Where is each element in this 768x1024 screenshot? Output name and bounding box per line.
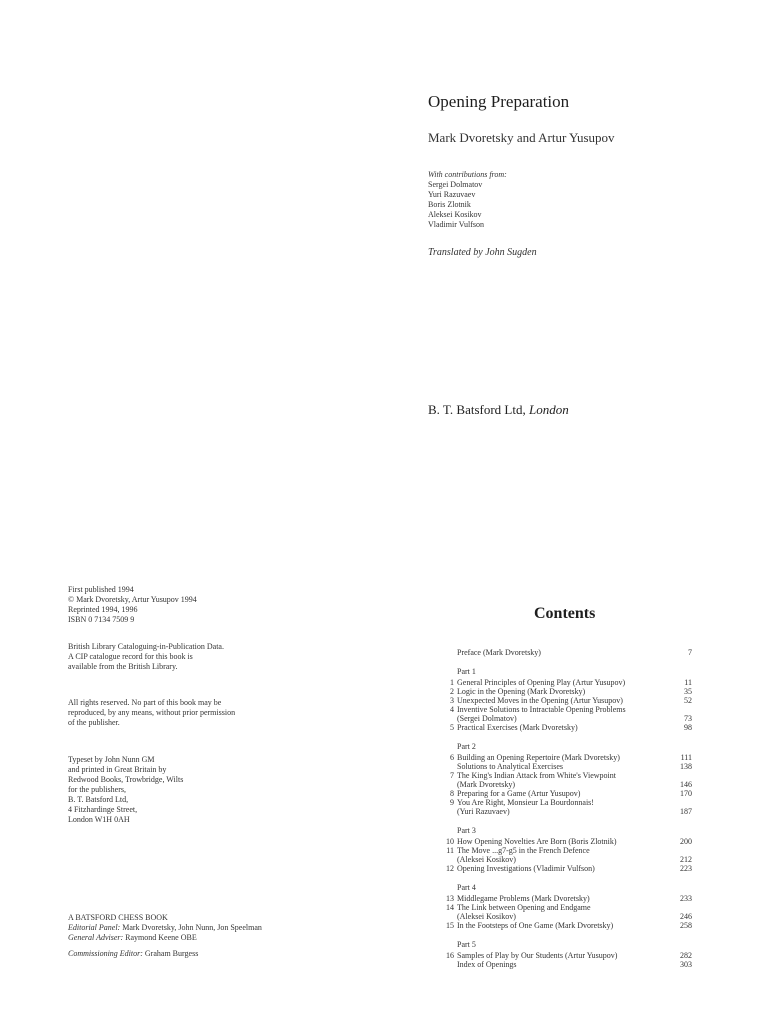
editorial-label: Editorial Panel: [68,923,121,932]
toc-chapter-number: 7 [450,771,454,780]
toc-chapter-number: 13 [446,894,454,903]
toc-page-number: 7 [688,648,692,657]
contributor: Vladimir Vulfson [428,220,485,229]
imprint-line: British Library Cataloguing-in-Publication Data. [68,642,224,651]
commissioning-value: Graham Burgess [144,949,199,958]
imprint-line: 4 Fitzhardinge Street, [68,805,138,814]
toc-entry [440,723,692,732]
toc-entry [440,921,692,930]
toc-part-label: Part 5 [457,940,476,949]
commissioning-label: Commissioning Editor: [68,949,143,958]
toc-page-number: 52 [684,696,692,705]
general-adviser [68,933,262,943]
toc-page-number: 138 [680,762,692,771]
toc-part-label: Part 2 [457,742,476,751]
toc-entry-title: The King's Indian Attack from White's Viewpoint [457,771,616,780]
series-block [68,913,262,959]
toc-chapter-number: 12 [446,864,454,873]
toc-parts [440,667,692,969]
toc-entry [440,798,692,807]
publisher-name: B. T. Batsford Ltd, [428,402,526,417]
toc-chapter-number: 5 [450,723,454,732]
toc-page-number [668,771,692,780]
toc-chapter-number [440,714,457,723]
toc-chapter-number: 1 [450,678,454,687]
toc-entry-title: (Mark Dvoretsky) [457,780,515,789]
toc-entry-title: Inventive Solutions to Intractable Opening Problems [457,705,626,714]
imprint-cip-block [68,642,224,672]
toc-entry-title: Unexpected Moves in the Opening (Artur Yusupov) [457,696,623,705]
toc-entry [440,771,692,780]
toc-page-number: 212 [680,855,692,864]
toc-chapter-number [440,807,457,816]
imprint-line: B. T. Batsford Ltd, [68,795,129,804]
imprint-line: and printed in Great Britain by [68,765,167,774]
contributor: Boris Zlotnik [428,200,471,209]
contributor: Sergei Dolmatov [428,180,483,189]
imprint-publication-block [68,585,197,625]
toc-chapter-number: 4 [450,705,454,714]
contents-heading: Contents [534,605,596,622]
toc-entry [440,837,692,846]
toc-chapter-number [440,960,457,969]
toc-page-number: 187 [680,807,692,816]
toc-page-number: 98 [684,723,692,732]
toc-page-number: 11 [684,678,692,687]
imprint-line: A CIP catalogue record for this book is [68,652,193,661]
toc-entry-title: (Sergei Dolmatov) [457,714,517,723]
toc-entry [440,714,692,723]
toc-entry [440,705,692,714]
toc-page-number [668,705,692,714]
toc-page-number: 170 [680,789,692,798]
publisher-city: London [529,402,569,417]
adviser-label: General Adviser: [68,933,124,942]
commissioning-editor [68,949,262,959]
toc-entry-title: Middlegame Problems (Mark Dvoretsky) [457,894,590,903]
publisher-line [428,402,569,418]
editorial-value: Mark Dvoretsky, John Nunn, Jon Speelman [122,923,262,932]
toc-preface [440,648,692,657]
toc-page-number: 246 [680,912,692,921]
toc-entry-title: Preface (Mark Dvoretsky) [457,648,541,657]
toc-entry [440,951,692,960]
toc-entry-title: In the Footsteps of One Game (Mark Dvoretsky) [457,921,614,930]
imprint-line: All rights reserved. No part of this book may be [68,698,222,707]
toc-entry [440,912,692,921]
toc-page-number [668,903,692,912]
toc-entry-title: (Yuri Razuvaev) [457,807,510,816]
imprint-line: London W1H 0AH [68,815,130,824]
toc-chapter-number: 16 [446,951,454,960]
toc-entry [440,753,692,762]
toc-page-number [668,846,692,855]
toc-entry [440,762,692,771]
toc-chapter-number: 10 [446,837,454,846]
contributor: Yuri Razuvaev [428,190,476,199]
imprint-line: Redwood Books, Trowbridge, Wilts [68,775,184,784]
toc-page-number [668,798,692,807]
imprint-line: ISBN 0 7134 7509 9 [68,615,135,624]
imprint-line: First published 1994 [68,585,134,594]
toc-entry-title: Solutions to Analytical Exercises [457,762,563,771]
toc-chapter-number [440,912,457,921]
book-authors: Mark Dvoretsky and Artur Yusupov [428,130,615,145]
toc-entry [440,678,692,687]
toc-chapter-number [440,780,457,789]
toc-entry-title: General Principles of Opening Play (Artur Yusupov) [457,678,626,687]
imprint-line: Typeset by John Nunn GM [68,755,155,764]
translator-credit: Translated by John Sugden [428,247,537,258]
contributors-block [428,170,507,230]
toc-entry [440,789,692,798]
imprint-line: available from the British Library. [68,662,178,671]
toc-entry-title: Opening Investigations (Vladimir Vulfson) [457,864,595,873]
toc-chapter-number: 9 [450,798,454,807]
toc-entry [440,687,692,696]
toc-entry [440,846,692,855]
toc-entry [440,855,692,864]
contributions-heading: With contributions from: [428,170,507,179]
toc-entry-title: You Are Right, Monsieur La Bourdonnais! [457,798,594,807]
series-name: A BATSFORD CHESS BOOK [68,913,168,922]
imprint-rights-block [68,698,235,728]
toc-part-label: Part 4 [457,883,476,892]
imprint-line: © Mark Dvoretsky, Artur Yusupov 1994 [68,595,197,604]
toc-entry-title: Samples of Play by Our Students (Artur Yusupov) [457,951,618,960]
toc-chapter-number: 8 [450,789,454,798]
toc-entry-title: Logic in the Opening (Mark Dvoretsky) [457,687,586,696]
toc-entry [440,780,692,789]
toc-entry [440,903,692,912]
imprint-line: Reprinted 1994, 1996 [68,605,138,614]
toc-chapter-number: 3 [450,696,454,705]
adviser-value: Raymond Keene OBE [125,933,197,942]
imprint-line: of the publisher. [68,718,120,727]
toc-part-label: Part 1 [457,667,476,676]
imprint-printer-block [68,755,183,825]
toc-entry-title: Practical Exercises (Mark Dvoretsky) [457,723,578,732]
toc-page-number: 111 [680,753,692,762]
toc-entry-title: The Move ...g7-g5 in the French Defence [457,846,590,855]
imprint-line: reproduced, by any means, without prior permission [68,708,236,717]
toc-entry-title: How Opening Novelties Are Born (Boris Zlotnik) [457,837,617,846]
toc-entry [440,696,692,705]
toc-chapter-number: 14 [446,903,454,912]
toc-chapter-number: 11 [446,846,454,855]
toc-entry-title: Building an Opening Repertoire (Mark Dvoretsky) [457,753,620,762]
toc-chapter-number [440,762,457,771]
toc-entry [440,960,692,969]
toc-page-number: 303 [680,960,692,969]
toc-entry [440,894,692,903]
toc-entry-title: The Link between Opening and Endgame [457,903,591,912]
toc-entry-title: Index of Openings [457,960,517,969]
toc-page-number: 282 [680,951,692,960]
toc-entry-title: (Aleksei Kosikov) [457,912,516,921]
toc-chapter-number: 15 [446,921,454,930]
toc-page-number: 223 [680,864,692,873]
table-of-contents [440,648,692,969]
toc-entry [440,864,692,873]
book-title: Opening Preparation [428,92,570,111]
toc-entry-title: (Aleksei Kosikov) [457,855,516,864]
toc-page-number: 233 [680,894,692,903]
toc-chapter-number: 6 [450,753,454,762]
toc-chapter-number [440,855,457,864]
toc-entry [440,807,692,816]
toc-chapter-number: 2 [450,687,454,696]
toc-page-number: 35 [684,687,692,696]
toc-page-number: 200 [680,837,692,846]
toc-page-number: 146 [680,780,692,789]
contributor: Aleksei Kosikov [428,210,482,219]
toc-part-label: Part 3 [457,826,476,835]
imprint-line: for the publishers, [68,785,126,794]
toc-entry-title: Preparing for a Game (Artur Yusupov) [457,789,581,798]
editorial-panel [68,923,262,933]
toc-page-number: 73 [684,714,692,723]
toc-page-number: 258 [680,921,692,930]
